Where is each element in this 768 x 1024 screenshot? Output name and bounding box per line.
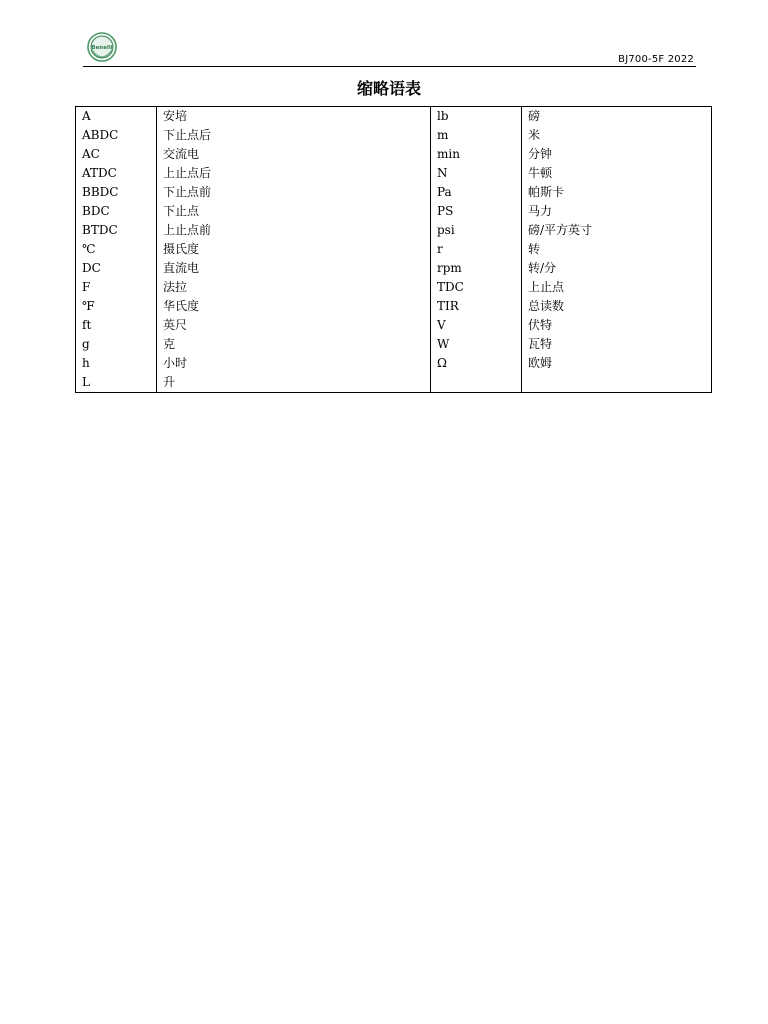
abbreviation-table	[75, 106, 712, 393]
abbreviation-cell: DC	[76, 259, 157, 278]
meaning-cell: 下止点前	[157, 183, 431, 202]
meaning-cell: 华氏度	[157, 297, 431, 316]
meaning-cell: 磅/平方英寸	[522, 221, 712, 240]
abbreviation-cell: m	[431, 126, 522, 145]
table-row	[76, 316, 712, 335]
meaning-cell: 上止点	[522, 278, 712, 297]
abbreviation-cell: AC	[76, 145, 157, 164]
meaning-cell: 安培	[157, 107, 431, 127]
meaning-cell: 直流电	[157, 259, 431, 278]
table-row	[76, 354, 712, 373]
document-code: BJ700-5F 2022	[618, 54, 694, 65]
abbreviation-cell: Pa	[431, 183, 522, 202]
meaning-cell: 分钟	[522, 145, 712, 164]
meaning-cell: 米	[522, 126, 712, 145]
abbreviation-cell: ft	[76, 316, 157, 335]
abbreviation-cell: L	[76, 373, 157, 393]
table-row	[76, 373, 712, 393]
abbreviation-cell: psi	[431, 221, 522, 240]
abbreviation-cell: lb	[431, 107, 522, 127]
table-row	[76, 202, 712, 221]
meaning-cell: 上止点前	[157, 221, 431, 240]
abbreviation-cell: F	[76, 278, 157, 297]
benelli-logo-icon	[87, 32, 117, 62]
abbreviation-cell: TIR	[431, 297, 522, 316]
abbreviation-cell: ℉	[76, 297, 157, 316]
meaning-cell: 转/分	[522, 259, 712, 278]
meaning-cell: 瓦特	[522, 335, 712, 354]
abbreviation-cell: A	[76, 107, 157, 127]
abbreviation-cell: h	[76, 354, 157, 373]
table-row	[76, 164, 712, 183]
abbreviation-table-body	[76, 107, 712, 393]
abbreviation-cell: BTDC	[76, 221, 157, 240]
abbreviation-cell: ATDC	[76, 164, 157, 183]
table-row	[76, 107, 712, 127]
meaning-cell: 上止点后	[157, 164, 431, 183]
meaning-cell: 下止点后	[157, 126, 431, 145]
abbreviation-cell: BBDC	[76, 183, 157, 202]
abbreviation-cell: min	[431, 145, 522, 164]
abbreviation-cell: ℃	[76, 240, 157, 259]
table-row	[76, 126, 712, 145]
table-row	[76, 240, 712, 259]
page-header	[83, 30, 696, 67]
meaning-cell: 欧姆	[522, 354, 712, 373]
table-row	[76, 259, 712, 278]
meaning-cell: 帕斯卡	[522, 183, 712, 202]
meaning-cell: 英尺	[157, 316, 431, 335]
table-row	[76, 297, 712, 316]
abbreviation-cell: g	[76, 335, 157, 354]
abbreviation-cell: PS	[431, 202, 522, 221]
logo-text: Benelli	[91, 45, 113, 51]
abbreviation-cell: ABDC	[76, 126, 157, 145]
meaning-cell: 马力	[522, 202, 712, 221]
table-row	[76, 278, 712, 297]
abbreviation-cell: V	[431, 316, 522, 335]
meaning-cell: 伏特	[522, 316, 712, 335]
meaning-cell: 牛顿	[522, 164, 712, 183]
meaning-cell: 升	[157, 373, 431, 393]
meaning-cell: 交流电	[157, 145, 431, 164]
table-row	[76, 221, 712, 240]
meaning-cell: 法拉	[157, 278, 431, 297]
meaning-cell: 总读数	[522, 297, 712, 316]
table-row	[76, 183, 712, 202]
abbreviation-cell: r	[431, 240, 522, 259]
meaning-cell: 磅	[522, 107, 712, 127]
table-row	[76, 145, 712, 164]
meaning-cell: 下止点	[157, 202, 431, 221]
abbreviation-cell: W	[431, 335, 522, 354]
page-title: 缩略语表	[356, 79, 421, 98]
meaning-cell	[522, 373, 712, 393]
meaning-cell: 转	[522, 240, 712, 259]
abbreviation-cell: BDC	[76, 202, 157, 221]
abbreviation-cell: TDC	[431, 278, 522, 297]
meaning-cell: 小时	[157, 354, 431, 373]
abbreviation-cell	[431, 373, 522, 393]
meaning-cell: 克	[157, 335, 431, 354]
abbreviation-cell: N	[431, 164, 522, 183]
table-row	[76, 335, 712, 354]
abbreviation-cell: rpm	[431, 259, 522, 278]
abbreviation-cell: Ω	[431, 354, 522, 373]
meaning-cell: 摄氏度	[157, 240, 431, 259]
